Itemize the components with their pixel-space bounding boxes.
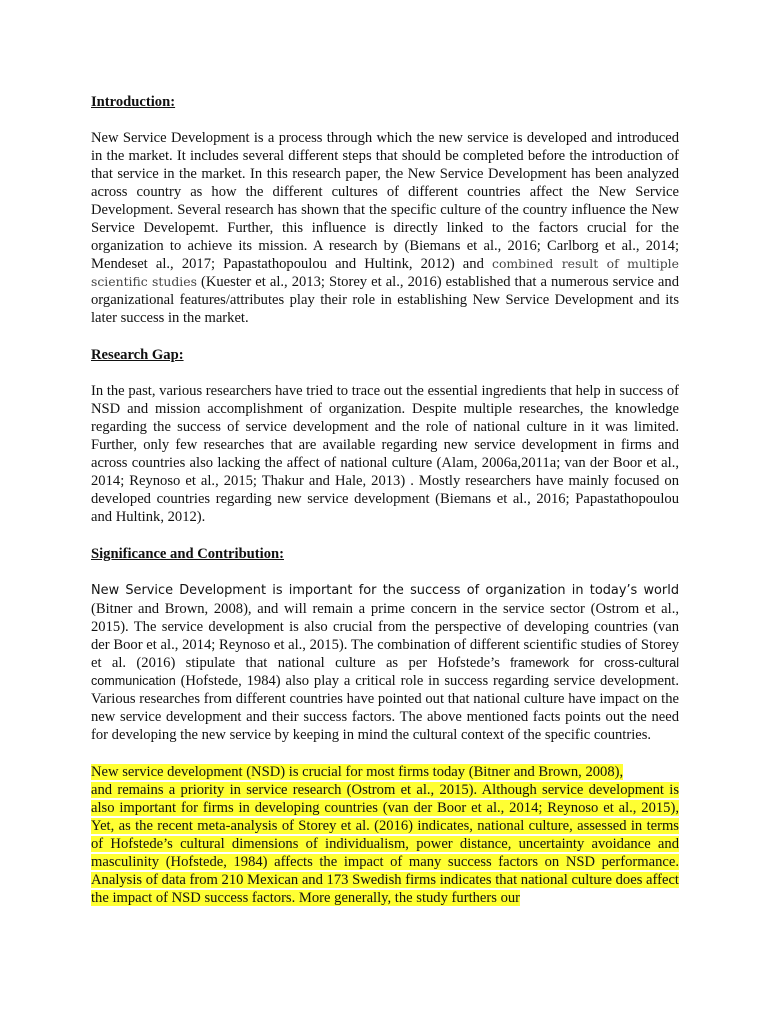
significance-text-d: (Hofstede, 1984) also play a critical role in success regarding service development. Various researches from different countries have pointed out that national culture have impact on the new service development and their success factors. The above mentioned facts points out the need for developing the new service by keeping in mind the cultural context of the specific countries. [91, 673, 679, 743]
highlighted-rest: and remains a priority in service research (Ostrom et al., 2015). Although service development is also important for firms in developing countries (van der Boor et al., 2014; Reynoso et al., 2015), Yet, as the recent meta-analysis of Storey et al. (2016) indicates, national culture, assessed in terms of Hofstede’s cultural dimensions of individualism, power distance, uncertainty avoidance and masculinity (Hofstede, 1984) affects the impact of many success factors on NSD performance. Analysis of data from 210 Mexican and 173 Swedish firms indicates that national culture does affect the impact of NSD success factors. More generally, the study furthers our [91, 782, 679, 906]
highlighted-first-line: New service development (NSD) is crucial for most firms today (Bitner and Brown, 2008), [91, 764, 624, 780]
introduction-text-a: New Service Development is a process through which the new service is developed and introduced in the market. It includes several different steps that should be completed before the introduction of that service in the market. In this research paper, the New Service Development has been analyzed across country as how the different cultures of different countries affect the New Service Development. Several research has shown that the specific culture of the country influence the New Service Developemt. Further, this influence is directly linked to the factors crucial for the organization to achieve its mission. A research by (Biemans et al., 2016; Carlborg et al., 2014; Mendeset al., 2017; Papastathopoulou and Hultink, 2012) and [91, 130, 679, 272]
research-gap-heading: Research Gap: [91, 347, 184, 363]
research-gap-paragraph: In the past, various researchers have tried to trace out the essential ingredients that help in success of NSD and mission accomplishment of organization. Despite multiple researches, the knowledge regarding the success of service development and the role of national culture in it was limited. Further, only few researches that are available regarding new service development in firms and across countries also lacking the affect of national culture (Alam, 2006a,2011a; van der Boor et al., 2014; Reynoso et al., 2015; Thakur and Hale, 2013) . Mostly researchers have mainly focused on developed countries regarding new service development (Biemans et al., 2016; Papastathopoulou and Hultink, 2012). [91, 383, 679, 525]
significance-heading: Significance and Contribution: [91, 546, 284, 562]
significance-text-a: New Service Development is important for the success of organization in today’s world [91, 583, 679, 598]
introduction-heading: Introduction: [91, 94, 176, 110]
highlighted-paragraph [91, 763, 679, 907]
significance-text-b: (Bitner and Brown, 2008), and will remain a prime concern in the service sector (Ostrom et al., 2015). The service development is also crucial from the perspective of developing countries (van der Boor et al., 2014; Reynoso et al., 2015). The combination of different scientific studies of Storey et al. (2016) stipulate that national culture as per Hofstede’s [91, 601, 679, 671]
introduction-paragraph [91, 129, 679, 327]
introduction-text-c: (Kuester et al., 2013; Storey et al., 2016) established that a numerous service and organizational features/attributes play their role in establishing New Service Development and its later success in the market. [91, 274, 679, 326]
significance-paragraph [91, 581, 679, 744]
significance-text-c: framework for cross-cultural communication [91, 656, 680, 688]
introduction-text-b: combined result of multiple scientific studies [91, 256, 679, 289]
